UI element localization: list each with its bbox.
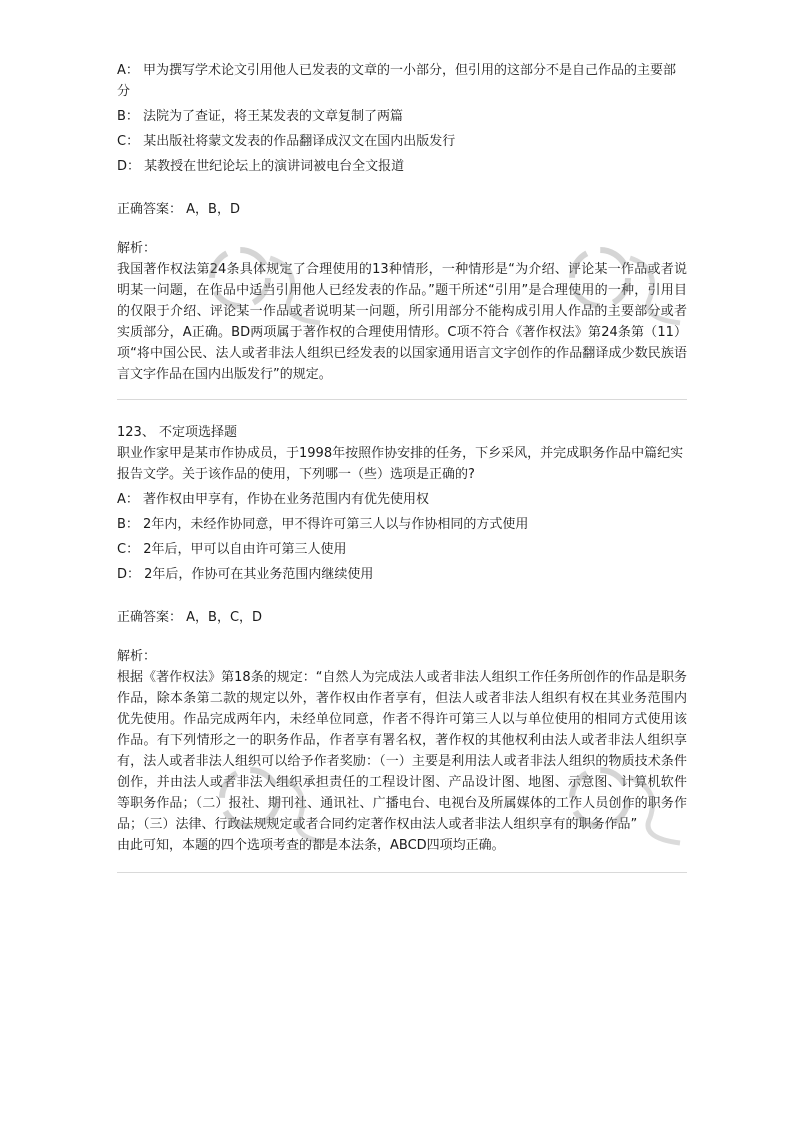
q2-option-c: C： 2年后，甲可以自由许可第三人使用 [117, 542, 347, 557]
q1-option-d: D： 某教授在世纪论坛上的演讲词被电台全文报道 [117, 159, 405, 174]
q1-option-a: A： 甲为撰写学术论文引用他人已发表的文章的一小部分，但引用的这部分不是自己作品的主要部分 [117, 63, 677, 99]
q2-option-a: A： 著作权由甲享有，作协在业务范围内有优先使用权 [117, 492, 430, 507]
q2-header: 123、 不定项选择题 [117, 425, 237, 440]
document-page [117, 60, 687, 895]
q2-conclusion: 由此可知，本题的四个选项考查的都是本法条，ABCD四项均正确。 [117, 838, 505, 853]
q1-analysis: 我国著作权法第24条具体规定了合理使用的13种情形，一种情形是“为介绍、评论某一作品或者说明某一问题，在作品中适当引用他人已经发表的作品。”题干所述“引用”是合理使用的一种，引用目的仅限于介绍、评论某一作品或者说明某一问题，所引用部分不能构成引用人作品的主要部分或者实质部分，A正确。BD两项属于著作权的合理使用情形。C项不符合《著作权法》第24条第（11）项“将中国公民、法人或者非法人组织已经发表的以国家通用语言文字创作的作品翻译成少数民族语言文字作品在国内出版发行”的规定。 [117, 262, 687, 382]
q1-option-b: B： 法院为了查证，将王某发表的文章复制了两篇 [117, 109, 404, 124]
q1-analysis-label: 解析： [117, 241, 157, 256]
q2-answer: 正确答案： A，B，C，D [117, 610, 263, 625]
q2-analysis-label: 解析： [117, 649, 157, 664]
q2-option-d: D： 2年后，作协可在其业务范围内继续使用 [117, 567, 374, 582]
divider-bottom [117, 872, 687, 873]
q2-analysis: 根据《著作权法》第18条的规定：“自然人为完成法人或者非法人组织工作任务所创作的作品是职务作品，除本条第二款的规定以外，著作权由作者享有，但法人或者非法人组织有权在其业务范围内优先使用。作品完成两年内，未经单位同意，作者不得许可第三人以与单位使用的相同方式使用该作品。有下列情形之一的职务作品，作者享有署名权，著作权的其他权利由法人或者非法人组织享有，法人或者非法人组织可以给予作者奖励：（一）主要是利用法人或者非法人组织的物质技术条件创作，并由法人或者非法人组织承担责任的工程设计图、产品设计图、地图、示意图、计算机软件等职务作品；（二）报社、期刊社、通讯社、广播电台、电视台及所属媒体的工作人员创作的职务作品；（三）法律、行政法规规定或者合同约定著作权由法人或者非法人组织享有的职务作品” [117, 670, 687, 832]
divider [117, 399, 687, 400]
q2-option-b: B： 2年内，未经作协同意，甲不得许可第三人以与作协相同的方式使用 [117, 517, 529, 532]
q2-stem: 职业作家甲是某市作协成员，于1998年按照作协安排的任务，下乡采风，并完成职务作品中篇纪实报告文学。关于该作品的使用，下列哪一（些）选项是正确的? [117, 446, 684, 482]
q1-answer: 正确答案： A，B，D [117, 202, 240, 217]
q1-option-c: C： 某出版社将蒙文发表的作品翻译成汉文在国内出版发行 [117, 134, 456, 149]
